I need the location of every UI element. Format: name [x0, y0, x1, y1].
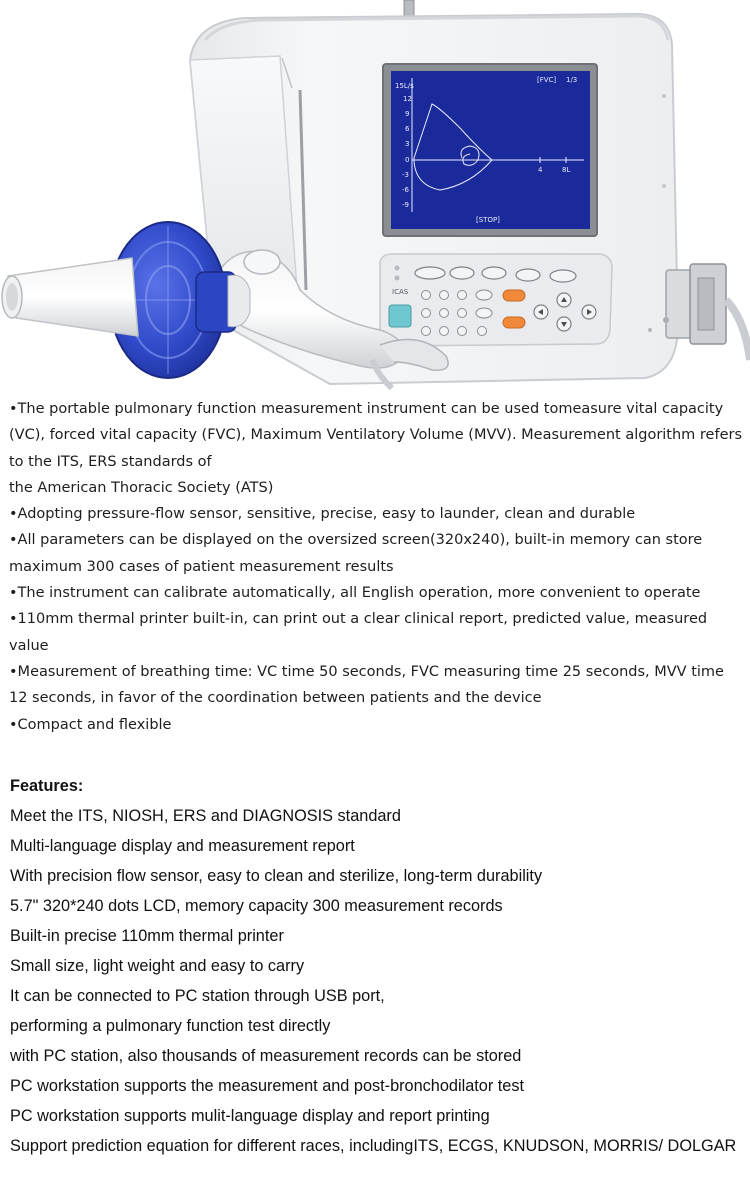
- feature-item: Multi-language display and measurement report: [10, 837, 355, 855]
- screen-x-tick: 8L: [562, 166, 571, 174]
- screen-y-tick: 3: [405, 140, 410, 148]
- screen-y-tick: 6: [405, 125, 410, 133]
- feature-item: Built-in precise 110mm thermal printer: [10, 927, 284, 945]
- bullet-text: •The instrument can calibrate automatically, all English operation, more convenient to operate: [9, 585, 701, 602]
- bullet-text: •All parameters can be displayed on the oversized screen(320x240), built-in memory can store maximum 300 cases of patient measurement results: [9, 532, 703, 575]
- bullet-text: •Adopting pressure-flow sensor, sensitive, precise, easy to launder, clean and durable: [9, 506, 636, 523]
- screen-y-tick: 12: [403, 95, 412, 103]
- feature-item: It can be connected to PC station through USB port,: [10, 987, 385, 1005]
- screen-y-tick: -3: [402, 171, 409, 179]
- feature-item: PC workstation supports the measurement and post-bronchodilator test: [10, 1077, 525, 1095]
- bullet-text: •The portable pulmonary function measurement instrument can be used tomeasure vital capacity (VC), forced vital capacity (FVC), Maximum Ventilatory Volume (MVV). Measurement algorithm refers to the ITS, ERS standards of: [9, 401, 743, 470]
- feature-item: 5.7" 320*240 dots LCD, memory capacity 300 measurement records: [10, 897, 503, 915]
- screen-page-label: 1/3: [566, 76, 578, 84]
- screen-stop-label: [STOP]: [476, 216, 500, 224]
- screen-y-tick: -9: [402, 201, 409, 209]
- feature-item: with PC station, also thousands of measurement records can be stored: [10, 1047, 522, 1065]
- screen-y-tick: 9: [405, 110, 410, 118]
- screen-y-tick: -6: [402, 186, 409, 194]
- screen-mode-label: [FVC]: [537, 76, 557, 84]
- screen-y-axis-label: 15L/s: [395, 82, 414, 90]
- bullet-text: the American Thoracic Society (ATS): [9, 479, 274, 496]
- keypad-brand-label: ICAS: [392, 288, 409, 296]
- features-title: Features:: [10, 777, 84, 795]
- product-image: [0, 0, 750, 390]
- bullet-text: •Compact and flexible: [9, 716, 172, 733]
- feature-item: Support prediction equation for different races, includingITS, ECGS, KNUDSON, MORRIS/ DOLGAR: [10, 1137, 737, 1155]
- features-section: [10, 771, 745, 1161]
- screen-y-tick: 0: [405, 156, 410, 164]
- bullet-text: •110mm thermal printer built-in, can print out a clear clinical report, predicted value, measured value: [9, 611, 708, 654]
- screen-x-tick: 4: [538, 166, 543, 174]
- description-bullets: [9, 396, 745, 738]
- feature-item: Small size, light weight and easy to carry: [10, 957, 305, 975]
- feature-item: performing a pulmonary function test directly: [10, 1017, 331, 1035]
- spirometer-illustration: [0, 0, 750, 390]
- feature-item: PC workstation supports mulit-language display and report printing: [10, 1107, 490, 1125]
- feature-item: Meet the ITS, NIOSH, ERS and DIAGNOSIS standard: [10, 807, 401, 825]
- feature-item: With precision flow sensor, easy to clean and sterilize, long-term durability: [10, 867, 543, 885]
- bullet-text: •Measurement of breathing time: VC time 50 seconds, FVC measuring time 25 seconds, MVV time 12 seconds, in favor of the coordination between patients and the device: [9, 663, 724, 707]
